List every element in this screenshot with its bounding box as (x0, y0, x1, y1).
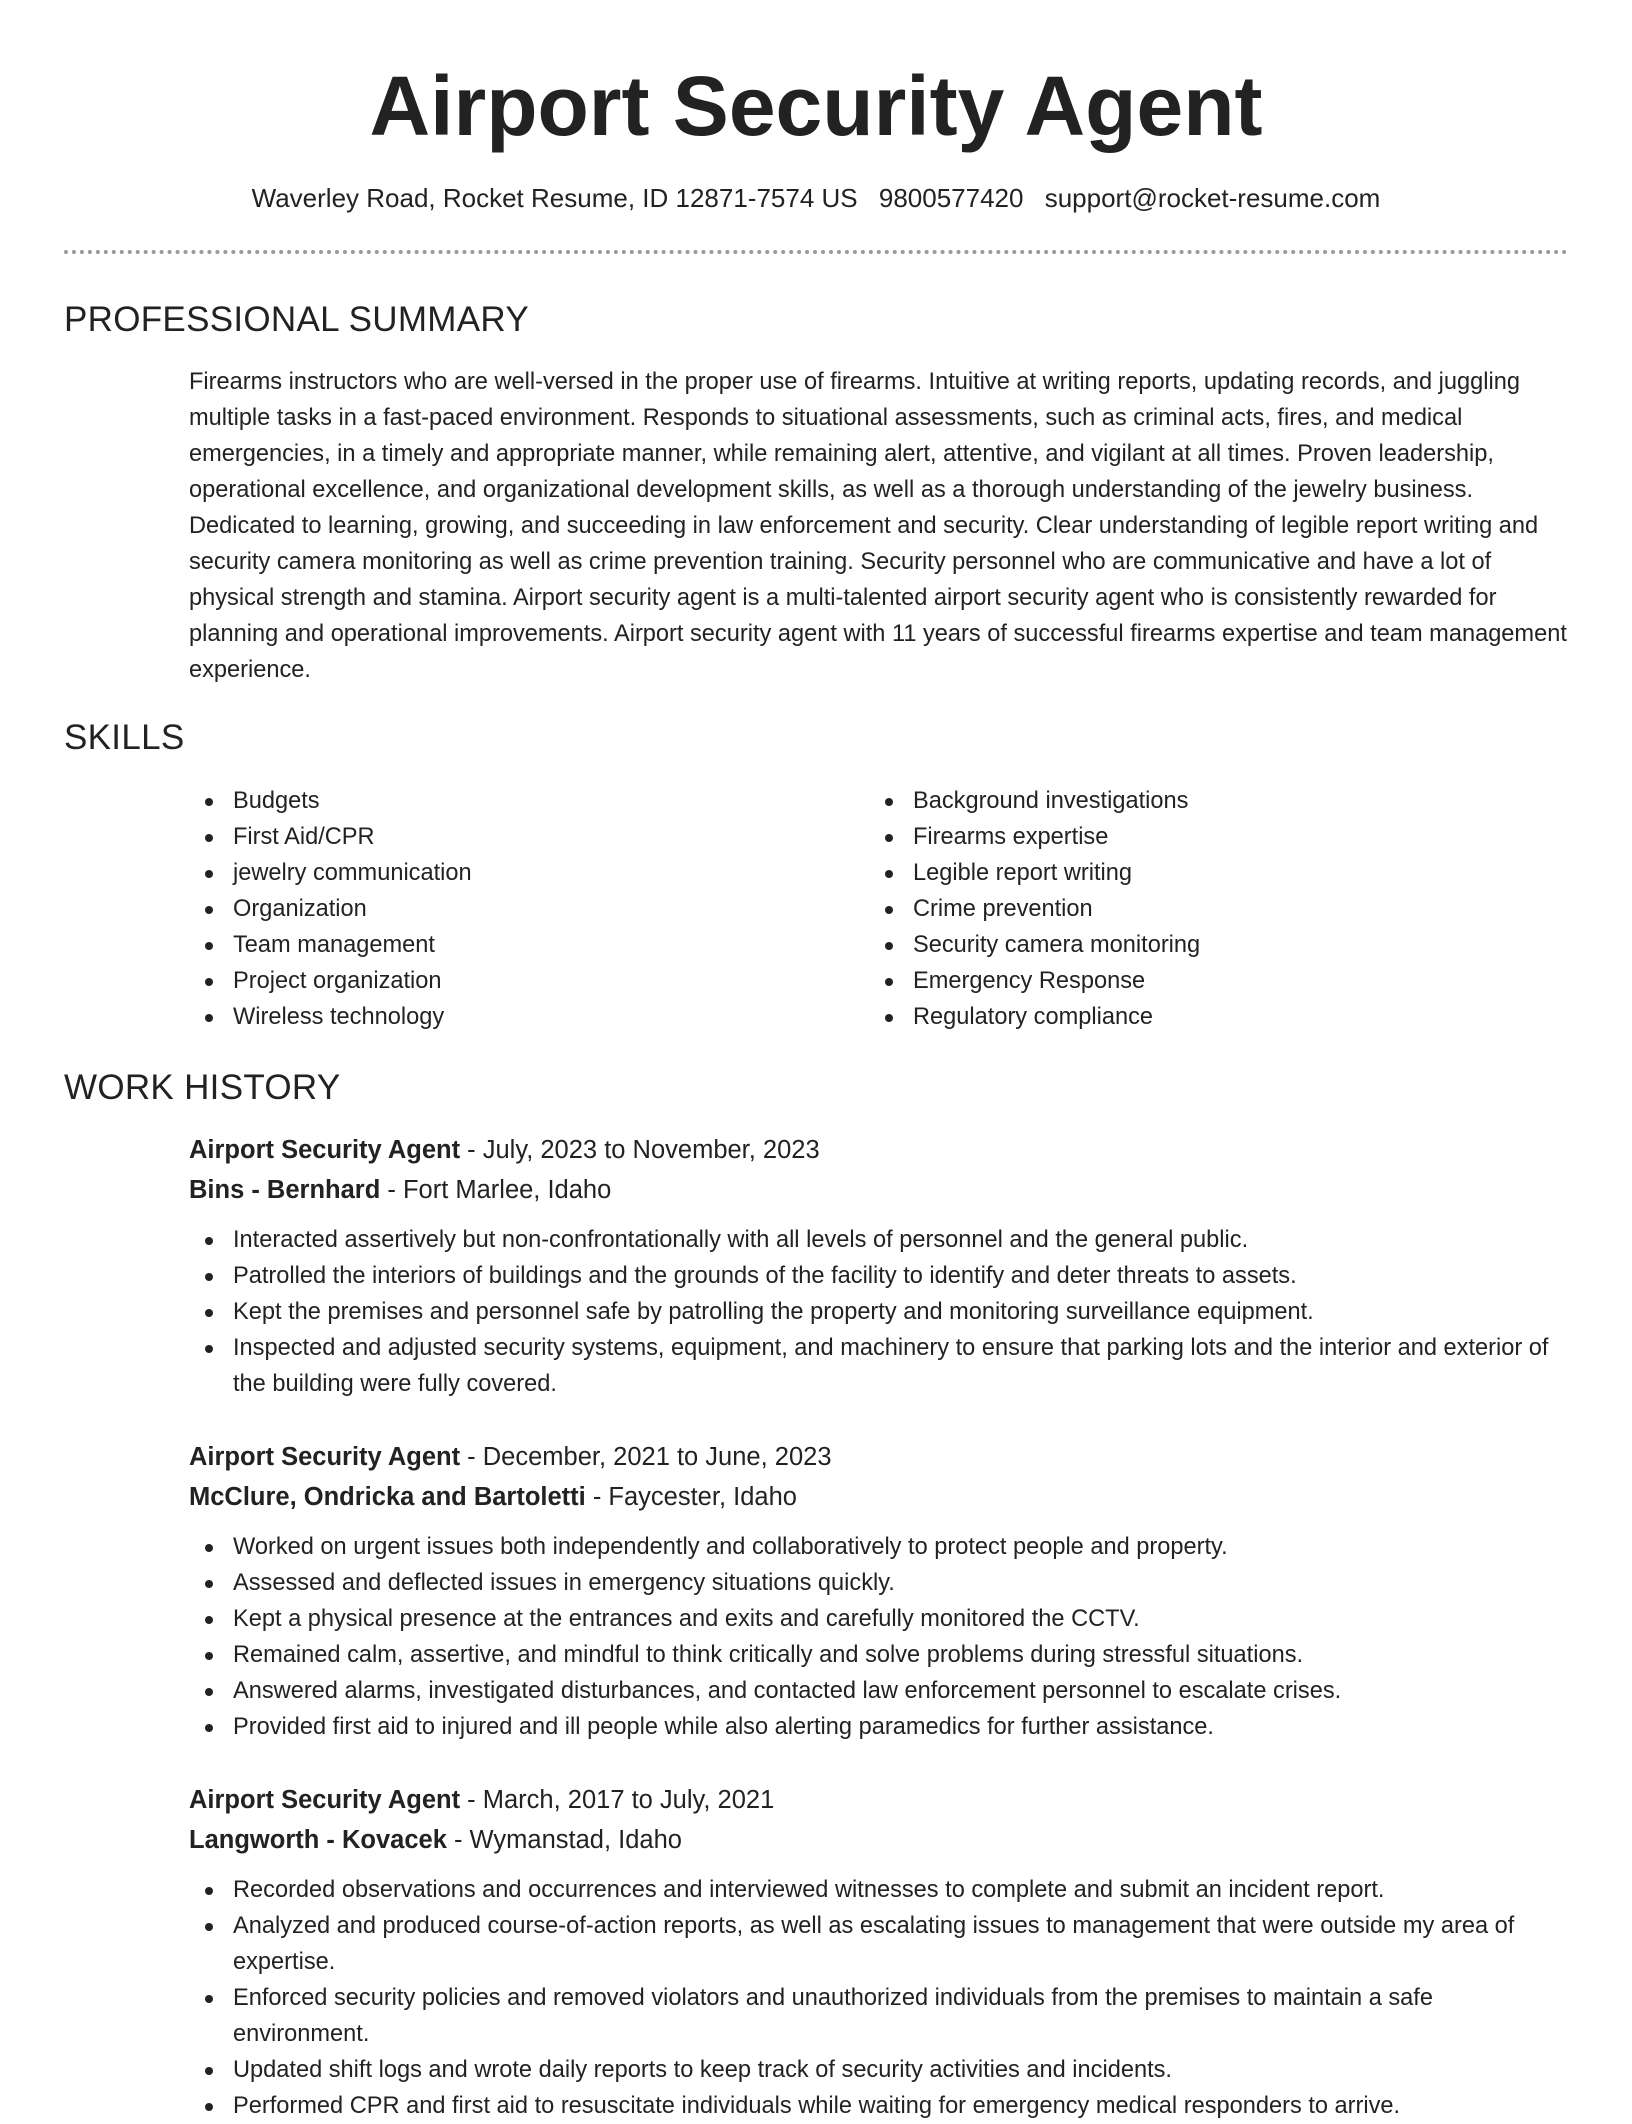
contact-email: support@rocket-resume.com (1044, 183, 1381, 213)
skill-item: Crime prevention (869, 891, 1519, 927)
job-bullet: Inspected and adjusted security systems, equipment, and machinery to ensure that parking lots and the interior and exterior of the building were fully covered. (189, 1330, 1569, 1402)
job-dates: - March, 2017 to July, 2021 (460, 1786, 775, 1814)
job-role: Airport Security Agent (189, 1136, 461, 1164)
job-bullet: Interacted assertively but non-confrontationally with all levels of personnel and the general public. (189, 1222, 1569, 1258)
job-bullet: Patrolled the interiors of buildings and the grounds of the facility to identify and deter threats to assets. (189, 1258, 1569, 1294)
job-bullet: Remained calm, assertive, and mindful to think critically and solve problems during stressful situations. (189, 1637, 1569, 1673)
job-company: McClure, Ondricka and Bartoletti (189, 1483, 586, 1511)
job-title-line (189, 1780, 1569, 1820)
skill-item: Legible report writing (869, 855, 1519, 891)
skill-item: Organization (189, 891, 839, 927)
job-dates: - December, 2021 to June, 2023 (460, 1443, 832, 1471)
skills-column-right (869, 783, 1519, 1035)
contact-line (0, 180, 1632, 216)
skill-item: First Aid/CPR (189, 819, 839, 855)
job-bullet: Performed CPR and first aid to resuscitate individuals while waiting for emergency medical responders to arrive. (189, 2088, 1569, 2124)
job-bullet: Kept a physical presence at the entrances and exits and carefully monitored the CCTV. (189, 1601, 1569, 1637)
contact-address: Waverley Road, Rocket Resume, ID 12871-7574 US (251, 183, 858, 213)
job-title-line (189, 1130, 1569, 1170)
job-bullet: Recorded observations and occurrences and interviewed witnesses to complete and submit an incident report. (189, 1872, 1569, 1908)
job-location: - Fort Marlee, Idaho (380, 1176, 612, 1204)
job-role: Airport Security Agent (189, 1786, 461, 1814)
contact-phone: 9800577420 (878, 183, 1024, 213)
header-divider (64, 250, 1568, 254)
job-entry (189, 1437, 1569, 1745)
job-title-line (189, 1437, 1569, 1477)
job-company-line (189, 1820, 1569, 1860)
job-location: - Faycester, Idaho (585, 1483, 797, 1511)
job-company-line (189, 1170, 1569, 1210)
section-title-skills: SKILLS (64, 718, 185, 757)
job-company: Langworth - Kovacek (189, 1826, 447, 1854)
skill-item: Firearms expertise (869, 819, 1519, 855)
skill-item: Team management (189, 927, 839, 963)
job-dates: - July, 2023 to November, 2023 (460, 1136, 820, 1164)
skill-item: Regulatory compliance (869, 999, 1519, 1035)
job-bullet: Enforced security policies and removed violators and unauthorized individuals from the premises to maintain a safe environment. (189, 1980, 1569, 2052)
summary-text: Firearms instructors who are well-versed in the proper use of firearms. Intuitive at writing reports, updating records, and juggling multiple tasks in a fast-paced environment. Responds to situational assessments, such as criminal acts, fires, and medical emergencies, in a timely and appropriate manner, while remaining alert, attentive, and vigilant at all times. Proven leadership, operational excellence, and organizational development skills, as well as a thorough understanding of the jewelry business. Dedicated to learning, growing, and succeeding in law enforcement and security. Clear understanding of legible report writing and security camera monitoring as well as crime prevention training. Security personnel who are communicative and have a lot of physical strength and stamina. Airport security agent is a multi-talented airport security agent who is consistently rewarded for planning and operational improvements. Airport security agent with 11 years of successful firearms expertise and team management experience. (189, 369, 1567, 683)
skill-item: Emergency Response (869, 963, 1519, 999)
skills-column-left (189, 783, 839, 1035)
job-company-line (189, 1477, 1569, 1517)
skill-item: Security camera monitoring (869, 927, 1519, 963)
skill-item: Wireless technology (189, 999, 839, 1035)
section-title-work-history: WORK HISTORY (64, 1068, 341, 1107)
job-bullet: Kept the premises and personnel safe by patrolling the property and monitoring surveillance equipment. (189, 1294, 1569, 1330)
job-entry (189, 1780, 1569, 2124)
skill-item: Budgets (189, 783, 839, 819)
candidate-name: Airport Security Agent (369, 59, 1263, 153)
job-bullet: Assessed and deflected issues in emergency situations quickly. (189, 1565, 1569, 1601)
skill-item: Background investigations (869, 783, 1519, 819)
skill-item: jewelry communication (189, 855, 839, 891)
skill-item: Project organization (189, 963, 839, 999)
section-title-summary: PROFESSIONAL SUMMARY (64, 300, 529, 339)
job-entry (189, 1130, 1569, 1402)
job-bullet: Answered alarms, investigated disturbances, and contacted law enforcement personnel to escalate crises. (189, 1673, 1569, 1709)
job-role: Airport Security Agent (189, 1443, 461, 1471)
job-bullet: Analyzed and produced course-of-action reports, as well as escalating issues to management that were outside my area of expertise. (189, 1908, 1569, 1980)
job-bullet: Worked on urgent issues both independently and collaboratively to protect people and property. (189, 1529, 1569, 1565)
job-location: - Wymanstad, Idaho (446, 1826, 682, 1854)
job-company: Bins - Bernhard (189, 1176, 381, 1204)
job-bullet: Updated shift logs and wrote daily reports to keep track of security activities and incidents. (189, 2052, 1569, 2088)
job-bullet: Provided first aid to injured and ill people while also alerting paramedics for further assistance. (189, 1709, 1569, 1745)
